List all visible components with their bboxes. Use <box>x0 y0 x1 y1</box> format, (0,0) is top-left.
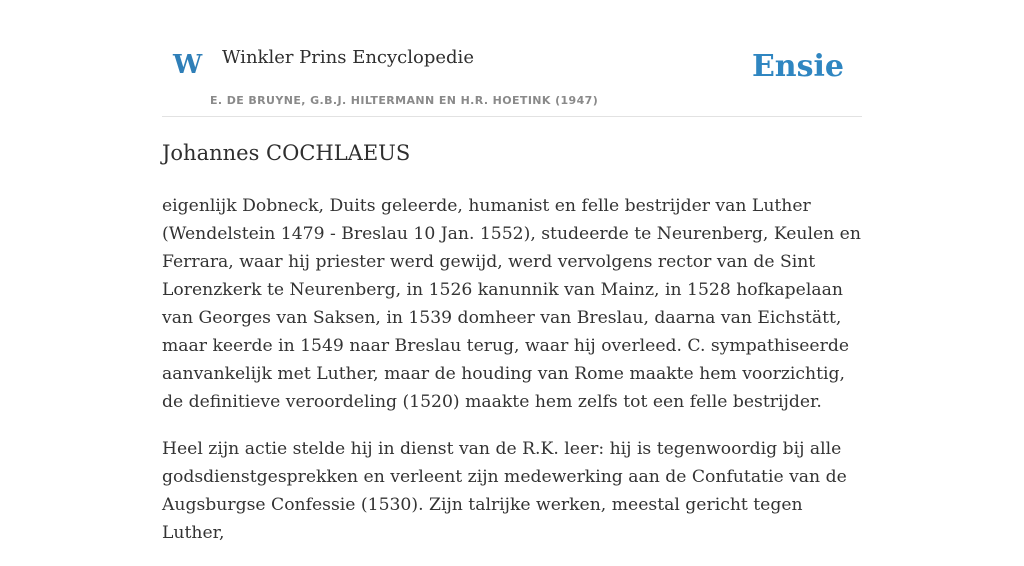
article-title: Johannes COCHLAEUS <box>162 141 411 165</box>
source-title-link[interactable]: Winkler Prins Encyclopedie <box>222 47 474 68</box>
page <box>162 0 862 543</box>
article-paragraph: eigenlijk Dobneck, Duits geleerde, humanist en felle bestrijder van Luther (Wendelstein 1479 - Breslau 10 Jan. 1552), studeerde te Neurenberg, Keulen en Ferrara, waar hij priester werd gewijd, werd vervolgens rector van de Sint Lorenzkerk te Neurenberg, in 1526 kanunnik van Mainz, in 1528 hofkapelaan van Georges van Saksen, in 1539 domheer van Breslau, daarna van Eichstätt, maar keerde in 1549 naar Breslau terug, waar hij overleed. C. sympathiseerde aanvankelijk met Luther, maar de houding van Rome maakte hem voorzichtig, de definitieve veroordeling (1520) maakte hem zelfs tot een felle bestrijder. <box>162 196 861 412</box>
source-authors: E. DE BRUYNE, G.B.J. HILTERMANN EN H.R. HOETINK (1947) <box>210 94 599 107</box>
source-header <box>162 0 862 117</box>
article-body <box>162 192 862 566</box>
article-paragraph: Heel zijn actie stelde hij in dienst van de R.K. leer: hij is tegenwoordig bij alle godsdienstgesprekken en verleent zijn medewerking aan de Confutatie van de Augsburgse Confessie (1530). Zijn talrijke werken, meestal gericht tegen Luther, <box>162 439 847 543</box>
ensie-logo[interactable]: Ensie <box>751 49 844 84</box>
source-logo-icon[interactable]: W <box>173 50 203 80</box>
